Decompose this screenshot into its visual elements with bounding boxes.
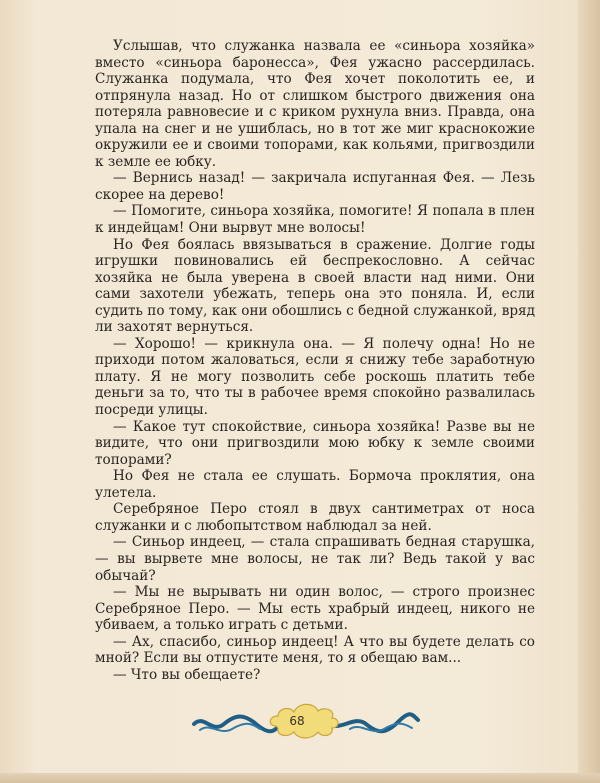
paragraph-9: — Синьор индеец, — стала спрашивать бедная старушка, — вы вырвете мне волосы, не так ли? Ведь такой у вас обычай? <box>95 534 535 584</box>
paragraph-2: — Вернись назад! — закричала испуганная Фея. — Лезь скорее на дерево! <box>95 170 535 203</box>
right-wave-ornament <box>328 714 418 731</box>
page-bottom-edge <box>0 773 600 783</box>
body-text <box>95 38 535 683</box>
paragraph-12: — Что вы обещаете? <box>113 666 261 683</box>
paragraph-6: — Какое тут спокойствие, синьора хозяйка! Разве вы не видите, что они пригвоздили мою юбку к земле своими топорами? <box>95 418 535 468</box>
paragraph-4: Но Фея боялась ввязываться в сражение. Долгие годы игрушки повиновались ей беспрекословно. А сейчас хозяйка не была уверена в своей власти над ними. Они сами захотели убежать, теперь она это поняла. И, если судить по тому, как они обошлись с бедной служанкой, вряд ли захотят вернуться. <box>95 236 535 336</box>
paragraph-11: — Ах, спасибо, синьор индеец! А что вы будете делать со мной? Если вы отпустите меня, то я обещаю вам... <box>95 633 535 667</box>
page-number: 68 <box>289 714 305 728</box>
left-wave-ornament <box>194 717 282 732</box>
paragraph-10: — Мы не вырывать ни один волос, — строго произнес Серебряное Перо. — Мы есть храбрый индеец, никого не убиваем, а только играть с детьми. <box>95 584 535 634</box>
page-spine-edge <box>578 0 600 783</box>
paragraph-3: — Помогите, синьора хозяйка, помогите! Я попала в плен к индейцам! Они вырвут мне волосы! <box>95 203 535 237</box>
paragraph-8: Серебряное Перо стоял в двух сантиметрах от носа служанки и с любопытством наблюдал за ней. <box>95 501 535 534</box>
paragraph-1: Услышав, что служанка назвала ее «синьора хозяйка» вместо «синьора баронесса», Фея ужасно рассердилась. Служанка подумала, что Фея хочет поколотить ее, и отпрянула назад. Но от слишком быстрого движения она потеряла равновесие и с криком рухнула вниз. Правда, она упала на снег и не ушиблась, но в тот же миг краснокожие окружили ее и своими топорами, как кольями, пригвоздили к земле ее юбку. <box>95 38 535 170</box>
paragraph-5: — Хорошо! — крикнула она. — Я полечу одна! Но не приходи потом жаловаться, если я снижу тебе заработную плату. Я не могу позволить себе роскошь платить тебе деньги за то, что ты в рабочее время спокойно развалилась посреди улицы. <box>95 335 535 419</box>
paragraph-7: Но Фея не стала ее слушать. Бормоча проклятия, она улетела. <box>95 468 535 501</box>
